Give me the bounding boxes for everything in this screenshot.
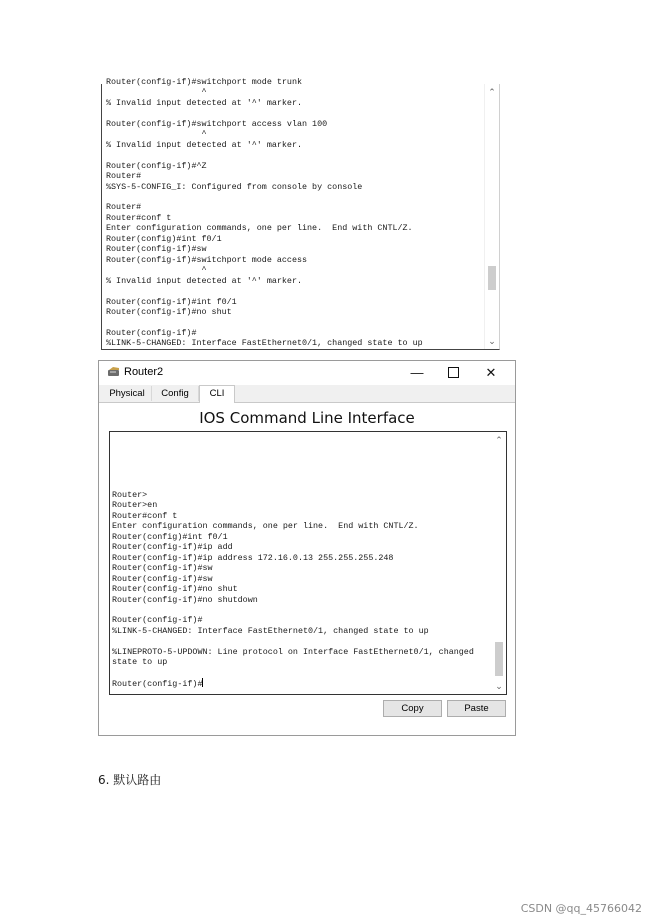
terminal-line bbox=[112, 668, 490, 678]
cli-terminal[interactable] bbox=[109, 431, 507, 695]
terminal-prompt: Router(config-if)# bbox=[112, 679, 203, 690]
terminal-line: %LINEPROTO-5-UPDOWN: Line protocol on Interface FastEthernet0/1, changed bbox=[112, 646, 474, 657]
terminal-line bbox=[106, 286, 481, 296]
maximize-button[interactable] bbox=[435, 361, 471, 385]
vertical-scrollbar[interactable] bbox=[484, 84, 499, 349]
terminal-line: state to up bbox=[112, 657, 168, 668]
terminal-line: Router(config-if)#sw bbox=[112, 563, 213, 574]
terminal-line: Router#conf t bbox=[106, 212, 172, 223]
terminal-line: ^ bbox=[106, 129, 207, 140]
terminal-line bbox=[106, 192, 481, 202]
watermark: CSDN @qq_45766042 bbox=[520, 902, 642, 915]
scroll-up-icon[interactable]: ⌃ bbox=[495, 435, 503, 445]
close-button[interactable]: ✕ bbox=[485, 365, 497, 380]
terminal-line: Router(config-if)#sw bbox=[106, 244, 207, 255]
terminal-line: %LINK-5-CHANGED: Interface FastEthernet0/1, changed state to up bbox=[106, 338, 423, 349]
router2-window bbox=[98, 360, 516, 736]
terminal-line: Router(config-if)#switchport mode access bbox=[106, 254, 308, 265]
terminal-line: % Invalid input detected at '^' marker. bbox=[106, 275, 303, 286]
terminal-line bbox=[112, 636, 490, 646]
terminal-line: Router# bbox=[106, 171, 142, 182]
previous-cli-screenshot bbox=[101, 77, 500, 350]
terminal-line: Router# bbox=[106, 202, 142, 213]
terminal-line: Router(config-if)#no shut bbox=[106, 306, 232, 317]
terminal-line: Router(config-if)#int f0/1 bbox=[106, 296, 237, 307]
terminal-line: ^ bbox=[106, 87, 207, 98]
scroll-up-icon[interactable]: ⌃ bbox=[488, 87, 496, 97]
tab-cli[interactable]: CLI bbox=[199, 385, 235, 404]
terminal-output bbox=[112, 490, 490, 690]
text-cursor bbox=[202, 678, 203, 687]
terminal-line bbox=[106, 108, 481, 118]
terminal-line: %LINK-5-CHANGED: Interface FastEthernet0/1, changed state to up bbox=[112, 625, 429, 636]
terminal-line: Router(config-if)#no shutdown bbox=[112, 594, 258, 605]
terminal-line: Router>en bbox=[112, 500, 158, 511]
terminal-line: Router(config-if)#no shut bbox=[112, 584, 238, 595]
scroll-thumb[interactable] bbox=[488, 266, 496, 290]
tab-config[interactable]: Config bbox=[152, 386, 199, 401]
terminal-line: Router(config-if)#ip address 172.16.0.13 255.255.255.248 bbox=[112, 552, 394, 563]
terminal-line: Router(config-if)#^Z bbox=[106, 160, 207, 171]
tab-bar bbox=[99, 385, 515, 403]
terminal-line: Router#conf t bbox=[112, 510, 178, 521]
scroll-down-icon[interactable]: ⌄ bbox=[495, 681, 503, 691]
terminal-line bbox=[106, 150, 481, 160]
terminal-line: Router(config-if)#sw bbox=[112, 573, 213, 584]
scroll-down-icon[interactable]: ⌄ bbox=[488, 336, 496, 346]
router-app-icon bbox=[107, 366, 120, 379]
cli-panel bbox=[99, 403, 515, 735]
terminal-line: Enter configuration commands, one per line. End with CNTL/Z. bbox=[106, 223, 413, 234]
terminal-line: Router(config-if)#switchport mode trunk bbox=[106, 77, 303, 87]
terminal-line bbox=[106, 317, 481, 327]
paste-button[interactable]: Paste bbox=[447, 700, 506, 717]
terminal-line: Router(config-if)#switchport access vlan 100 bbox=[106, 118, 328, 129]
tab-physical[interactable]: Physical bbox=[103, 386, 152, 401]
terminal-line: Router(config-if)# bbox=[106, 327, 197, 338]
terminal-prompt-line[interactable] bbox=[112, 678, 490, 689]
cli-heading: IOS Command Line Interface bbox=[199, 409, 415, 427]
maximize-icon bbox=[448, 367, 459, 378]
terminal-line: Enter configuration commands, one per line. End with CNTL/Z. bbox=[112, 521, 419, 532]
terminal-line: ^ bbox=[106, 265, 207, 276]
copy-button[interactable]: Copy bbox=[383, 700, 442, 717]
scroll-thumb[interactable] bbox=[495, 642, 503, 676]
terminal-line bbox=[112, 605, 490, 615]
vertical-scrollbar[interactable] bbox=[492, 432, 506, 694]
terminal-line: %SYS-5-CONFIG_I: Configured from console by console bbox=[106, 181, 363, 192]
terminal-line: Router(config)#int f0/1 bbox=[112, 531, 228, 542]
terminal-line: Router(config-if)#ip add bbox=[112, 542, 233, 553]
terminal-line: Router(config)#int f0/1 bbox=[106, 233, 222, 244]
window-title: Router2 bbox=[124, 366, 164, 378]
terminal-output bbox=[106, 77, 481, 349]
terminal-line: % Invalid input detected at '^' marker. bbox=[106, 139, 303, 150]
terminal-line: Router> bbox=[112, 490, 148, 500]
section-heading: 6. 默认路由 bbox=[98, 773, 162, 787]
title-bar[interactable] bbox=[99, 361, 515, 385]
terminal-line: % Invalid input detected at '^' marker. bbox=[106, 97, 303, 108]
terminal-line: Router(config-if)# bbox=[112, 615, 203, 626]
minimize-button[interactable]: — bbox=[410, 365, 424, 380]
